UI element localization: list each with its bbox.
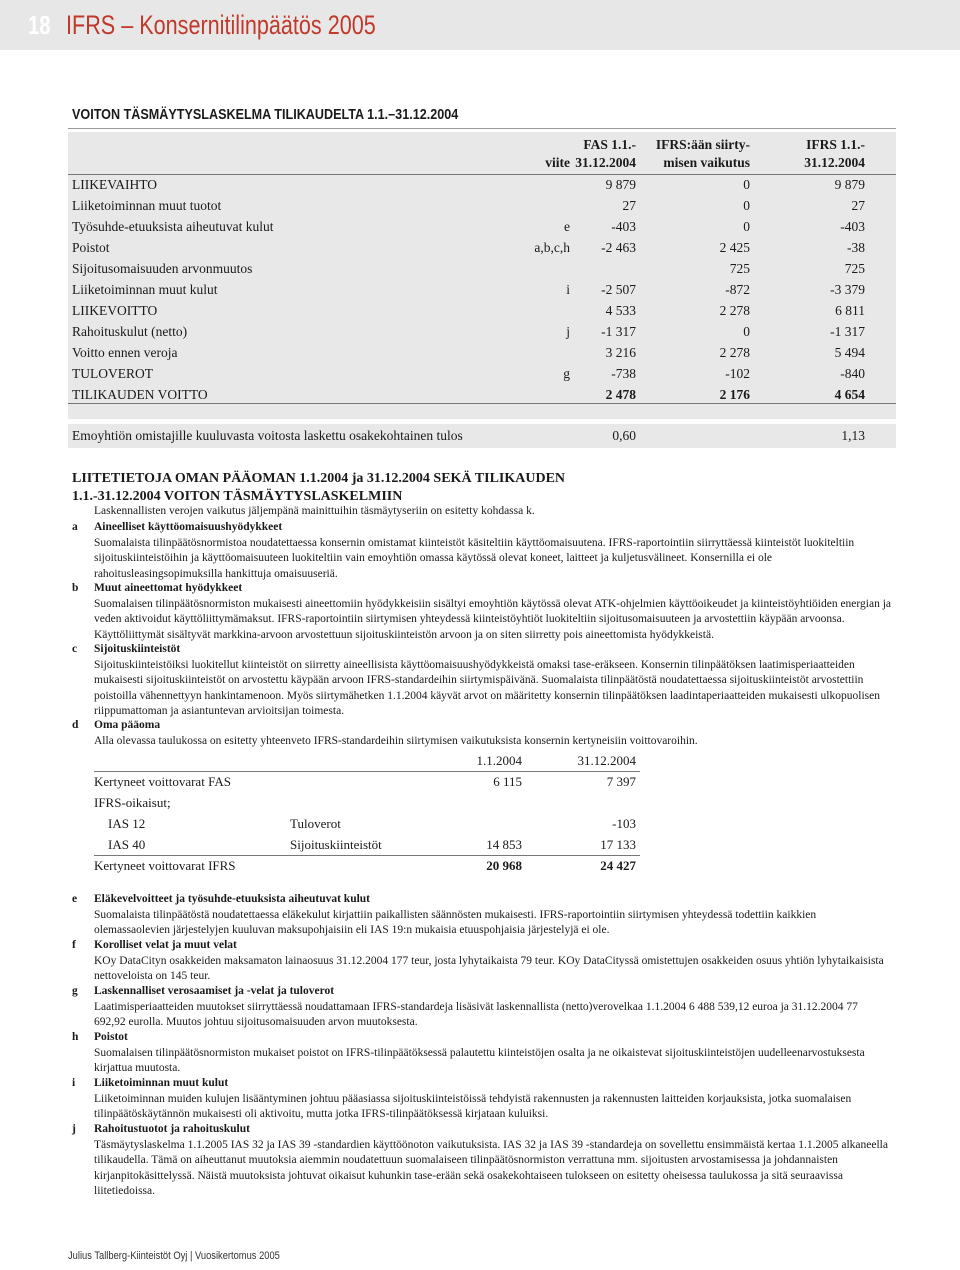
- equity-label: Kertyneet voittovarat IFRS: [94, 858, 236, 873]
- reconciliation-table: [68, 132, 896, 419]
- row-adj: 0: [743, 177, 750, 192]
- document-title: IFRS – Konsernitilinpäätös 2005: [66, 10, 376, 40]
- eps-label: Emoyhtiön omistajille kuuluvasta voitosta laskettu osakekohtainen tulos: [72, 428, 463, 443]
- note-letter: b: [72, 582, 79, 594]
- equity-value-2004-end: 17 133: [600, 837, 636, 852]
- footer: Julius Tallberg-Kiinteistöt Oyj | Vuosikertomus 2005: [68, 1250, 280, 1262]
- note-letter: a: [72, 521, 78, 533]
- equity-col1: 1.1.2004: [476, 753, 522, 768]
- row-adj: 0: [743, 198, 750, 213]
- note-heading: Aineelliset käyttöomaisuushyödykkeet: [94, 521, 283, 533]
- notes-title: LIITETIETOJA OMAN PÄÄOMAN 1.1.2004 ja 31.12.2004 SEKÄ TILIKAUDEN 1.1.-31.12.2004 VOITON TÄSMÄYTYSLASKELMIIN: [72, 471, 566, 504]
- row-fas: -2 463: [601, 240, 636, 255]
- row-label: LIIKEVOITTO: [72, 303, 158, 318]
- row-label: Rahoituskulut (netto): [72, 324, 188, 339]
- row-label: TILIKAUDEN VOITTO: [72, 387, 208, 402]
- row-fas: 3 216: [605, 345, 636, 360]
- col-viite: viite: [545, 155, 570, 170]
- table-row: [68, 363, 896, 384]
- note-c: [72, 642, 892, 720]
- note-body: Sijoituskiinteistöiksi luokitellut kiinteistöt on siirretty aineellisista käyttöomaisuushyödykkeistä omaksi tase-eräkseen. Konsernin tilinpäätöksen laatimisperiaatteiden mukaisesti sijoituskiinteistöt on arvostettu käypään arvoon IFRS-standardeihin siirtymispäivänä. Suomalaista tilinpäätöstä noudatettaessa sijoituskiinteistöt arvostettiin poistoilla vähennettyyn hankintamenoon. Myös siirtymähetken 1.1.2004 käyvät arvot on määritetty konsernin tilinpäätöksen laadintaperiaatteiden mukaisesti ulkopuolisen riippumattoman ja asiantuntevan arvioitsijan toimesta.: [94, 658, 880, 717]
- equity-type: Tuloverot: [290, 816, 341, 831]
- row-viite: e: [564, 219, 570, 234]
- equity-rule: [94, 855, 640, 856]
- row-fas: 27: [622, 198, 636, 213]
- note-letter: i: [72, 1077, 76, 1089]
- divider: [68, 128, 896, 129]
- note-letter: j: [72, 1123, 76, 1135]
- table-row: [68, 174, 896, 195]
- table-row: [68, 258, 896, 279]
- equity-row: [94, 792, 640, 813]
- row-label: Poistot: [72, 240, 110, 255]
- note-heading: Liiketoiminnan muut kulut: [94, 1077, 229, 1089]
- note-body: Täsmäytyslaskelma 1.1.2005 IAS 32 ja IAS 39 -standardien käyttöönoton vaikutuksista. IAS 32 ja IAS 39 -standardeja on sovellettu ensimmäistä kertaa 1.1.2005 alkaneella tilikaudella. Tämä on aiheuttanut muutoksia aiemmin noudatettuun suomalaiseen tilinpäätösnormiston verrattuna mm. sijoitusten arvostamisessa ja johdannaisten kirjanpitokäsittelyssä. Näistä muutoksista johtuvat oikaisut kuhunkin tase-erään sekä osakekohtaiseen tulokseen on esitetty oheisessa taulukossa ja sitä seuraavissa liitetiedoissa.: [94, 1138, 888, 1197]
- row-ifrs: -1 317: [830, 324, 865, 339]
- note-heading: Korolliset velat ja muut velat: [94, 939, 237, 951]
- equity-label: Kertyneet voittovarat FAS: [94, 774, 231, 789]
- equity-value-2004-end: -103: [612, 816, 636, 831]
- equity-value-2004-end: 7 397: [606, 774, 636, 789]
- note-g: [72, 984, 892, 1031]
- note-heading: Eläkevelvoitteet ja työsuhde-etuuksista aiheutuvat kulut: [94, 893, 371, 905]
- row-ifrs: 4 654: [834, 387, 865, 402]
- row-label: LIIKEVAIHTO: [72, 177, 157, 192]
- equity-value-2004-start: 20 968: [486, 858, 522, 873]
- note-letter: h: [72, 1031, 79, 1043]
- col-adj-line1: IFRS:ään siirty-: [655, 137, 750, 152]
- note-heading: Muut aineettomat hyödykkeet: [94, 582, 243, 594]
- row-adj: 0: [743, 219, 750, 234]
- equity-col2: 31.12.2004: [577, 753, 636, 768]
- row-viite: a,b,c,h: [534, 240, 570, 255]
- note-heading: Laskennalliset verosaamiset ja -velat ja tuloverot: [94, 985, 335, 997]
- note-e: [72, 892, 892, 939]
- equity-table: [94, 750, 640, 876]
- table-header: [68, 132, 896, 174]
- equity-type: Sijoituskiinteistöt: [290, 837, 382, 852]
- row-label: Liiketoiminnan muut kulut: [72, 282, 218, 297]
- note-heading: Poistot: [94, 1031, 128, 1043]
- note-f: [72, 938, 892, 985]
- note-body: Liiketoiminnan muiden kulujen lisääntyminen johtuu pääasiassa sijoituskiinteistöissä tehdyistä rakennusten ja rakennusten laitteiden korjauksista, jotka suomalaisen tilinpäätöskäytännön mukaisesti oli aktivoitu, mutta jotka IFRS-tilinpäätöksessä kirjataan kuluiksi.: [94, 1092, 852, 1120]
- table-row: [68, 384, 896, 405]
- row-viite: j: [566, 324, 570, 339]
- row-label: TULOVEROT: [72, 366, 153, 381]
- row-ifrs: 27: [851, 198, 865, 213]
- row-fas: -2 507: [601, 282, 636, 297]
- row-viite: i: [566, 282, 570, 297]
- page-number: 18: [28, 10, 51, 40]
- eps-fas: 0,60: [612, 428, 636, 443]
- note-letter: e: [72, 893, 78, 905]
- note-a: [72, 520, 892, 582]
- note-body: Suomalaista tilinpäätöstä noudatettaessa eläkekulut kirjattiin paikallisten säännösten mukaisesti. IFRS-raportointiin siirtymisen yhteydessä todettiin kaikkien olemassaolevien järjestelyjen kuuluvan maksupohjaisiin eli IAS 19:n mukaisia etuuspohjaisia järjestelyjä ei ole.: [94, 908, 817, 936]
- equity-label: IAS 40: [108, 837, 146, 852]
- equity-label: IAS 12: [108, 816, 146, 831]
- row-ifrs: -3 379: [830, 282, 865, 297]
- note-body: Suomalaista tilinpäätösnormistoa noudatettaessa konsernin omistamat kiinteistöt käsiteltiin käyttöomaisuutena. IFRS-raportointiin siirryttäessä kiinteistöt luokiteltiin sijoituskiinteistöihin ja käyttöomaisuuteen luokiteltiin vain emoyhtiön omassa käytössä olevat koneet, laitteet ja kuljetusvälineet. Konsernilla ei ole rahoitusleasingsopimuksilla hankittuja omaisuuseriä.: [94, 536, 855, 580]
- row-ifrs: 6 811: [835, 303, 865, 318]
- row-adj: -102: [725, 366, 750, 381]
- note-letter: c: [72, 643, 78, 655]
- row-ifrs: -38: [847, 240, 865, 255]
- equity-value-2004-start: 14 853: [486, 837, 522, 852]
- row-ifrs: -403: [840, 219, 865, 234]
- equity-label: IFRS-oikaisut;: [94, 795, 171, 810]
- equity-row: [94, 855, 640, 876]
- table-row: [68, 216, 896, 237]
- note-body: Alla olevassa taulukossa on esitetty yhteenveto IFRS-standardeihin siirtymisen vaikutuksista konsernin kertyneisiin voittovaroihin.: [94, 734, 698, 747]
- row-adj: 2 278: [719, 345, 750, 360]
- row-label: Työsuhde-etuuksista aiheutuvat kulut: [72, 219, 274, 234]
- note-body: Suomalaisen tilinpäätösnormiston mukaisesti aineettomiin hyödykkeisiin sisältyi emoyhtiön käytössä olevat ATK-ohjelmien käyttöoikeudet ja kiinteistöyhtiöiden energian ja veden aktivoidut käyttöliittymämaksut. IFRS-raportointiin siirtymisen yhteydessä kiinteistöyhtiöt luokiteltiin sijoitusomaisuuteen ja arvostettiin käypään arvoonsa. Käyttöliittymät sisältyvät markkina-arvoon arvostettuun sijoituskiinteistön arvoon ja on siten siirretty pois aineettomista hyödykkeistä.: [94, 597, 891, 641]
- table-row: [68, 237, 896, 258]
- col-ifrs-line1: IFRS 1.1.-: [806, 137, 865, 152]
- header-rule: [68, 174, 896, 175]
- notes-intro: Laskennallisten verojen vaikutus jäljempänä mainittuihin täsmäytyseriin on esitetty kohdassa k.: [94, 505, 535, 517]
- row-adj: -872: [725, 282, 750, 297]
- note-heading: Rahoitustuotot ja rahoituskulut: [94, 1123, 250, 1135]
- row-viite: g: [563, 366, 570, 381]
- row-fas: 2 478: [605, 387, 636, 402]
- note-body: KOy DataCityn osakkeiden maksamaton lainaosuus 31.12.2004 177 teur, josta lyhytaikaista 79 teur. KOy DataCityssä omistettujen osakkeiden osuus yhtiön lyhytaikaisista nettoveloista on 145 teur.: [94, 954, 884, 982]
- row-adj: 2 176: [719, 387, 750, 402]
- row-fas: 9 879: [605, 177, 636, 192]
- equity-row: [94, 813, 640, 834]
- total-rule: [68, 403, 896, 404]
- note-body: Suomalaisen tilinpäätösnormiston mukaiset poistot on IFRS-tilinpäätöksessä palautettu kiinteistöjen osalta ja ne oikaistevat sijoituskiinteistöjen uudelleenarvostuksesta kirjattua muutosta.: [94, 1046, 865, 1074]
- note-letter: d: [72, 719, 79, 731]
- equity-row: [94, 771, 640, 792]
- equity-rule: [94, 771, 640, 772]
- note-heading: Sijoituskiinteistöt: [94, 643, 181, 655]
- table-row: [68, 321, 896, 342]
- col-adj-line2: misen vaikutus: [663, 155, 750, 170]
- equity-header: [94, 750, 640, 771]
- note-h: [72, 1030, 892, 1077]
- row-fas: 4 533: [605, 303, 636, 318]
- col-fas-line2: 31.12.2004: [575, 155, 636, 170]
- table-row: [68, 279, 896, 300]
- note-j: [72, 1122, 892, 1200]
- equity-value-2004-end: 24 427: [600, 858, 636, 873]
- note-body: Laatimisperiaatteiden muutokset siirryttäessä noudattamaan IFRS-standardeja lisäsivät laskennallista (netto)verovelkaa 1.1.2004 6 488 539,12 euroa ja 31.12.2004 77 692,92 eurolla. Muutos johtuu sijoitusomaisuuden arvon muutoksesta.: [94, 1000, 858, 1028]
- row-adj: 0: [743, 324, 750, 339]
- table-row: [68, 195, 896, 216]
- note-d: [72, 718, 892, 749]
- row-fas: -1 317: [601, 324, 636, 339]
- note-letter: f: [72, 939, 76, 951]
- note-letter: g: [72, 985, 78, 997]
- row-ifrs: 5 494: [834, 345, 865, 360]
- note-heading: Oma pääoma: [94, 719, 161, 731]
- note-i: [72, 1076, 892, 1123]
- row-fas: -403: [611, 219, 636, 234]
- row-adj: 725: [729, 261, 750, 276]
- eps-row: [68, 424, 896, 448]
- section-title: VOITON TÄSMÄYTYSLASKELMA TILIKAUDELTA 1.1.–31.12.2004: [72, 106, 459, 123]
- row-adj: 2 425: [719, 240, 750, 255]
- note-b: [72, 581, 892, 643]
- row-label: Voitto ennen veroja: [72, 345, 178, 360]
- row-fas: -738: [611, 366, 636, 381]
- table-row: [68, 300, 896, 321]
- row-ifrs: 9 879: [834, 177, 865, 192]
- row-ifrs: -840: [840, 366, 865, 381]
- equity-row: [94, 834, 640, 855]
- table-row: [68, 342, 896, 363]
- col-ifrs-line2: 31.12.2004: [804, 155, 865, 170]
- equity-value-2004-start: 6 115: [493, 774, 522, 789]
- row-ifrs: 725: [844, 261, 865, 276]
- eps-ifrs: 1,13: [841, 428, 865, 443]
- row-adj: 2 278: [719, 303, 750, 318]
- row-label: Liiketoiminnan muut tuotot: [72, 198, 222, 213]
- row-label: Sijoitusomaisuuden arvonmuutos: [72, 261, 253, 276]
- col-fas-line1: FAS 1.1.-: [583, 137, 636, 152]
